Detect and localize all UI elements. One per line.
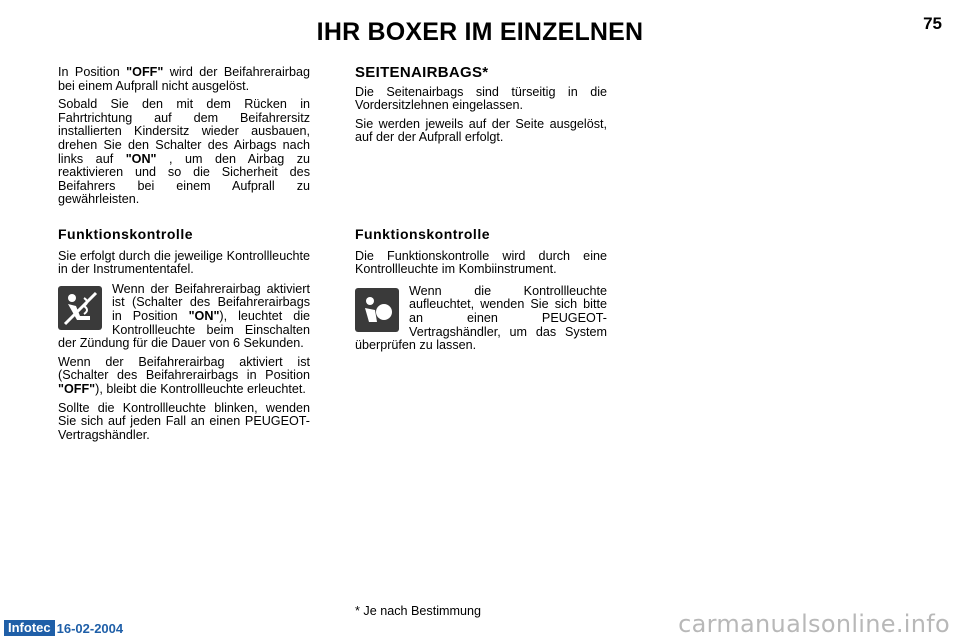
on-label: "ON" bbox=[188, 308, 220, 323]
right-check-section bbox=[355, 228, 607, 358]
right-paragraph-1: Die Seitenairbags sind türseitig in die Vordersitzlehnen eingelassen. bbox=[355, 84, 607, 113]
left-section-heading: Funktionskontrolle bbox=[58, 226, 193, 242]
side-airbags-title: SEITENAIRBAGS* bbox=[355, 64, 489, 81]
airbag-warning-icon bbox=[355, 288, 399, 332]
infotec-badge bbox=[4, 620, 123, 636]
text-run: Wenn der Beifahrerairbag aktiviert ist (Schalter des Beifahrerairbags in Position bbox=[58, 354, 310, 383]
right-column bbox=[355, 66, 607, 150]
document-date: 16-02-2004 bbox=[56, 620, 124, 636]
off-label: "OFF" bbox=[126, 65, 164, 79]
text-run: , um den Airbag zu reaktivieren und so die Sicherheit des Beifahrers bei einem Aufprall zu gewährleisten. bbox=[58, 151, 310, 207]
page-number: 75 bbox=[923, 14, 942, 33]
right-section-heading: Funktionskontrolle bbox=[355, 226, 490, 242]
left-check-section bbox=[58, 228, 310, 447]
on-label: "ON" bbox=[125, 151, 157, 166]
right-check-paragraph-2: Wenn die Kontrollleuchte aufleuchtet, wenden Sie sich bitte an einen PEUGEOT-Vertragshändler, um das System überprüfen zu lassen. bbox=[355, 283, 607, 353]
right-check-paragraph-1: Die Funktionskontrolle wird durch eine Kontrollleuchte im Kombiinstrument. bbox=[355, 248, 607, 277]
text-run: Wenn der Beifahrerairbag aktiviert ist (Schalter des Beifahrerairbags in Position bbox=[112, 281, 310, 323]
watermark: carmanualsonline.info bbox=[678, 610, 950, 638]
infotec-logo: Infotec bbox=[4, 620, 55, 636]
text-run: ), bleibt die Kontrollleuchte erleuchtet. bbox=[95, 381, 306, 396]
text-run: Sobald Sie den mit dem Rücken in Fahrtrichtung auf dem Beifahrersitz installierten Kindersitz wieder ausbauen, drehen Sie den Schalter des Airbags nach links auf bbox=[58, 97, 310, 166]
text-run: In Position bbox=[58, 65, 127, 79]
text-run: ), leuchtet die Kontrollleuchte beim Einschalten der Zündung für die Dauer von 6 Sekunden. bbox=[58, 308, 310, 351]
right-paragraph-2: Sie werden jeweils auf der Seite ausgelöst, auf der der Aufprall erfolgt. bbox=[355, 116, 607, 145]
intro-paragraph-1 bbox=[58, 66, 310, 93]
text-run: wird der Beifahrerairbag bei einem Aufprall nicht ausgelöst. bbox=[58, 65, 310, 93]
left-column bbox=[58, 66, 310, 212]
off-label: "OFF" bbox=[58, 381, 96, 396]
left-check-paragraph-1: Sie erfolgt durch die jeweilige Kontrollleuchte in der Instrumententafel. bbox=[58, 248, 310, 277]
footnote: * Je nach Bestimmung bbox=[355, 604, 481, 618]
page-title: IHR BOXER IM EINZELNEN bbox=[316, 18, 644, 46]
left-check-paragraph-3 bbox=[58, 356, 310, 397]
intro-paragraph-2 bbox=[58, 98, 310, 207]
left-check-paragraph-4: Sollte die Kontrollleuchte blinken, wenden Sie sich auf jeden Fall an einen PEUGEOT-Vertragshändler. bbox=[58, 400, 310, 442]
passenger-airbag-off-icon bbox=[58, 286, 102, 330]
